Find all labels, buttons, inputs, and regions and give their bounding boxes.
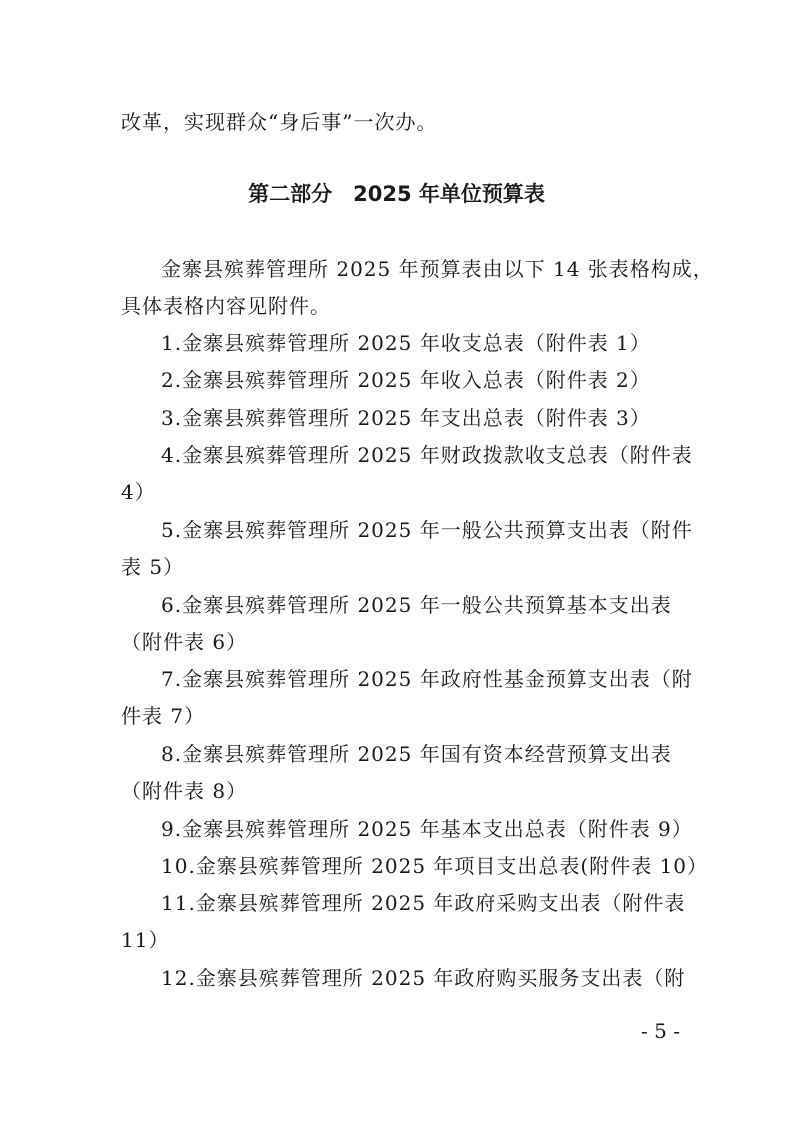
list-item-11-continued: 11）	[121, 928, 170, 952]
list-item-6: 6.金寨县殡葬管理所 2025 年一般公共预算基本支出表	[161, 593, 672, 617]
list-item-11: 11.金寨县殡葬管理所 2025 年政府采购支出表（附件表	[161, 891, 686, 915]
list-item-5: 5.金寨县殡葬管理所 2025 年一般公共预算支出表（附件	[161, 518, 693, 542]
list-item-2: 2.金寨县殡葬管理所 2025 年收入总表（附件表 2）	[161, 368, 651, 392]
list-item-1: 1.金寨县殡葬管理所 2025 年收支总表（附件表 1）	[161, 331, 651, 355]
list-item-4-continued: 4）	[121, 480, 156, 504]
list-item-6-continued: （附件表 6）	[121, 630, 248, 654]
list-item-8-continued: （附件表 8）	[121, 779, 248, 803]
list-item-3: 3.金寨县殡葬管理所 2025 年支出总表（附件表 3）	[161, 406, 651, 430]
opening-line: 改革，实现群众“身后事”一次办。	[121, 110, 438, 134]
list-item-10: 10.金寨县殡葬管理所 2025 年项目支出总表(附件表 10）	[161, 854, 709, 878]
section-heading: 第二部分 2025 年单位预算表	[248, 182, 545, 206]
list-item-7: 7.金寨县殡葬管理所 2025 年政府性基金预算支出表（附	[161, 667, 693, 691]
intro-paragraph-line-1: 金寨县殡葬管理所 2025 年预算表由以下 14 张表格构成，	[161, 257, 714, 281]
intro-paragraph-line-2: 具体表格内容见附件。	[121, 294, 331, 318]
list-item-9: 9.金寨县殡葬管理所 2025 年基本支出总表（附件表 9）	[161, 817, 693, 841]
list-item-7-continued: 件表 7）	[121, 704, 206, 728]
page-number: - 5 -	[641, 1019, 680, 1043]
list-item-12: 12.金寨县殡葬管理所 2025 年政府购买服务支出表（附	[161, 966, 686, 990]
list-item-4: 4.金寨县殡葬管理所 2025 年财政拨款收支总表（附件表	[161, 443, 693, 467]
list-item-5-continued: 表 5）	[121, 555, 185, 579]
list-item-8: 8.金寨县殡葬管理所 2025 年国有资本经营预算支出表	[161, 742, 672, 766]
